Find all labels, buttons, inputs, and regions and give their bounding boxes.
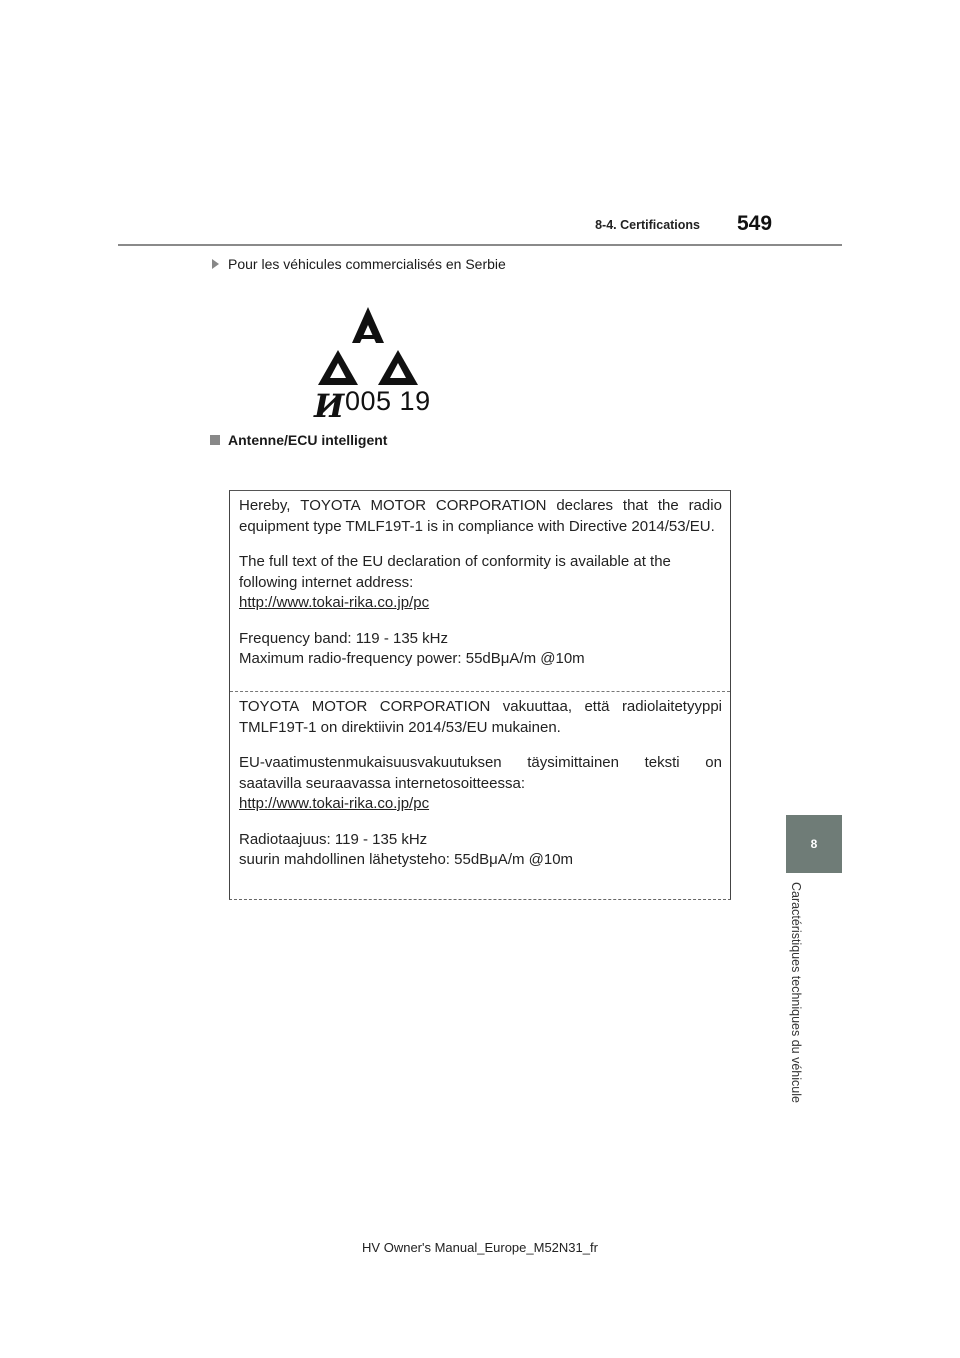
section-heading: [210, 432, 387, 448]
cert-fi-line3: EU-vaatimustenmukaisuusvakuutuksen täysimittainen teksti on: [239, 754, 722, 771]
cert-fi-frequency: Radiotaajuus: 119 - 135 kHz: [239, 830, 428, 848]
cert-en-link[interactable]: http://www.tokai-rika.co.jp/pc: [239, 594, 430, 611]
cert-en-frequency: Frequency band: 119 - 135 kHz: [239, 629, 449, 647]
triangle-bullet-icon: [212, 259, 219, 269]
serbia-label-text: Pour les véhicules commercialisés en Serbie: [228, 256, 506, 272]
section-heading-text: Antenne/ECU intelligent: [228, 432, 388, 448]
serbia-label: [212, 256, 506, 272]
cert-en-line2: equipment type TMLF19T-1 is in compliance with Directive 2014/53/EU.: [239, 517, 715, 535]
header-rule: [118, 244, 842, 246]
cert-en-power: Maximum radio-frequency power: 55dBμA/m @10m: [239, 650, 585, 667]
cert-en-line1: Hereby, TOYOTA MOTOR CORPORATION declares that the radio: [239, 497, 722, 514]
page-number: 549: [737, 212, 773, 235]
cert-fi-link[interactable]: http://www.tokai-rika.co.jp/pc: [239, 795, 430, 812]
square-bullet-icon: [210, 435, 220, 445]
certificate-english: [239, 496, 722, 670]
cert-fi-line2: TMLF19T-1 on direktiivin 2014/53/EU mukainen.: [239, 718, 561, 736]
serbia-mark-number: 005 19: [345, 386, 431, 416]
header-section: 8-4. Certifications: [595, 218, 700, 232]
chapter-tab[interactable]: 8: [786, 815, 842, 873]
cert-en-line3: The full text of the EU declaration of conformity is available at the: [239, 553, 671, 570]
page-footer: HV Owner's Manual_Europe_M52N31_fr: [362, 1240, 598, 1255]
cert-fi-line4: saatavilla seuraavassa internetosoitteessa:: [239, 774, 525, 792]
cert-fi-line1: TOYOTA MOTOR CORPORATION vakuuttaa, että radiolaitetyyppi: [239, 698, 722, 715]
certificate-box: [229, 490, 731, 900]
chapter-side-label: [786, 882, 802, 1127]
serbia-mark-letter: И: [314, 387, 345, 422]
chapter-side-label-text: Caractéristiques techniques du véhicule: [789, 882, 803, 1103]
certificate-divider: [230, 691, 730, 692]
cert-fi-power: suurin mahdollinen lähetysteho: 55dBμA/m @10m: [239, 851, 574, 868]
certificate-finnish: [239, 697, 722, 871]
cert-en-line4: following internet address:: [239, 573, 414, 591]
